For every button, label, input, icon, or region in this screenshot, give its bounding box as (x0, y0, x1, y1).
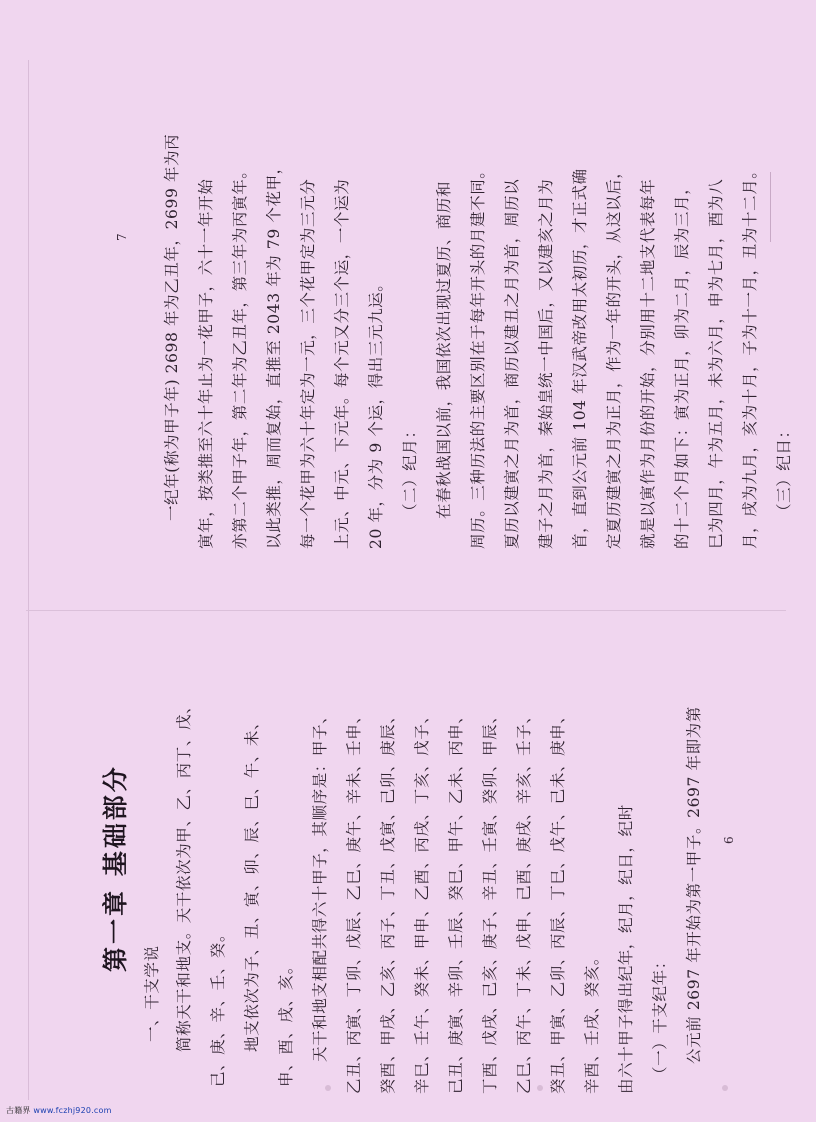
text-line: 上元、中元、下元年。每个元又分三个运，一个运为 (333, 178, 351, 549)
text-line: 在春秋战国以前，我国依次出现过夏历、商历和 (435, 180, 453, 519)
text-line: 乙丑、丙寅、丁卯、戊辰、乙巳、庚午、辛未、壬申、 (345, 707, 363, 1094)
page-number: 7 (115, 233, 129, 241)
subsection-heading: （二）纪月： (401, 422, 419, 519)
text-line: 建子之月为首，秦始皇统一中国后，又以建亥之月为 (537, 178, 555, 549)
subsection-heading: （一）干支纪年： (651, 953, 669, 1082)
text-line: 定夏历建寅之月为正月，作为一年的开头，从这以后， (605, 162, 623, 549)
text-line: 就是以寅作为月份的开始，分别用十二地支代表每年 (639, 178, 657, 549)
chapter-title: 第一章 基础部分 (101, 764, 130, 972)
page-number: 6 (722, 836, 736, 844)
text-line: 己丑、庚寅、辛卯、壬辰、癸巳、甲午、乙未、丙申、 (447, 707, 465, 1094)
text-line: 己、庚、辛、壬、癸。 (209, 925, 227, 1087)
watermark-site: 古籍界 (6, 1106, 31, 1115)
text-line: 申、酉、戌、亥。 (277, 958, 295, 1087)
text-line: 地支依次为子、丑、寅、卯、辰、巳、午、未、 (243, 713, 261, 1052)
text-line: 一纪年(称为甲子年) 2698 年为乙丑年，2699 年为丙 (163, 133, 181, 521)
text-line: 公元前 2697 年开始为第一甲子。2697 年即为第 (685, 706, 703, 1064)
section-heading: 一、干支学说 (143, 945, 161, 1042)
text-line: 亦第二个甲子年，第二年为乙丑年，第三年为丙寅年。 (231, 162, 249, 549)
watermark (6, 1105, 112, 1116)
left-page (0, 561, 816, 1122)
text-line: 的十二个月如下：寅为正月，卯为二月，辰为三月， (673, 178, 691, 549)
text-line: 寅年，按类推至六十年止为一花甲子，六十一年开始 (197, 178, 215, 549)
punch-hole (722, 1085, 728, 1091)
watermark-url: www.fczhj920.com (33, 1106, 112, 1115)
punch-hole (537, 1085, 543, 1091)
text-line: 周历。三种历法的主要区别在于每年开头的月建不同。 (469, 162, 487, 549)
text-line: 丁酉、戊戌、己亥、庚子、辛丑、壬寅、癸卯、甲辰、 (481, 707, 499, 1094)
text-line: 天干和地支相配共得六十甲子，其顺序是：甲子、 (311, 707, 329, 1062)
subsection-heading: （三）纪日： (775, 422, 793, 519)
text-line: 夏历以建寅之月为首，商历以建丑之月为首，周历以 (503, 178, 521, 549)
text-line: 癸丑、甲寅、乙卯、丙辰、丁巳、戊午、己未、庚申、 (549, 707, 567, 1094)
text-line: 癸酉、甲戌、乙亥、丙子、丁丑、戊寅、己卯、庚辰、 (379, 707, 397, 1094)
text-line: 巳为四月，午为五月，未为六月，申为七月，酉为八 (707, 178, 725, 549)
text-line: 20 年，分为 9 个运，得出三元九运。 (367, 275, 385, 549)
text-line: 由六十甲子得出纪年，纪月，纪日，纪时 (617, 804, 635, 1094)
text-line: 辛酉、壬戌、癸亥。 (583, 949, 601, 1094)
text-line: 首，直到公元前 104 年汉武帝改用太初历，才正式确 (571, 168, 589, 549)
text-line: 以此类推，周而复始，直推至 2043 年为 79 个花甲， (265, 158, 283, 549)
text-line: 乙巳、丙午、丁未、戊申、己酉、庚戌、辛亥、壬子、 (515, 707, 533, 1094)
text-line: 月，戌为九月，亥为十月，子为十一月，丑为十二月。 (741, 162, 759, 549)
text-line: 辛巳、壬午、癸未、甲申、乙酉、丙戌、丁亥、戊子、 (413, 707, 431, 1094)
scan-mark (770, 172, 771, 242)
punch-hole (325, 1085, 331, 1091)
text-line: 简称天干和地支。天干依次为甲、乙、丙丁、戊、 (175, 697, 193, 1052)
text-line: 每一个花甲为六十年定为一元，三个花甲定为三元分 (299, 178, 317, 549)
